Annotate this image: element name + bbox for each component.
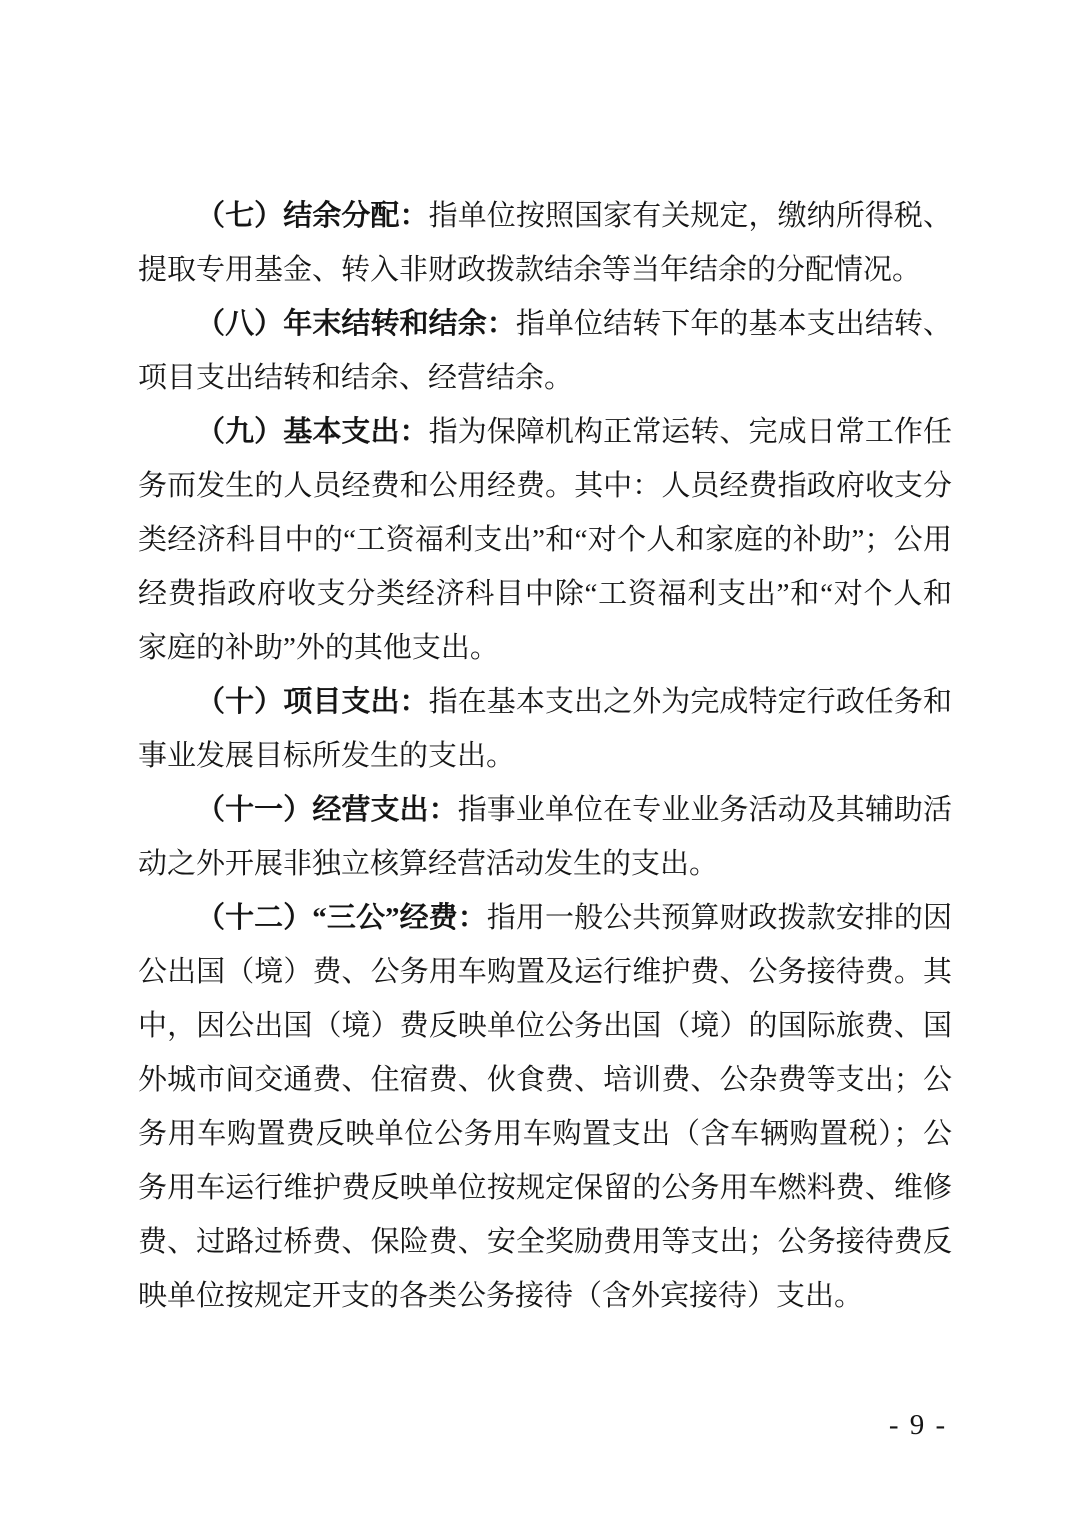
paragraph-item-9 [138, 405, 952, 675]
paragraph-definition: 指事业单位在专业业务活动及其辅助活动之外开展非独立核算经营活动发生的支出。 [138, 794, 952, 880]
paragraph-definition: 指单位结转下年的基本支出结转、项目支出结转和结余、经营结余。 [138, 308, 952, 394]
paragraph-item-8 [138, 297, 952, 405]
paragraph-term: （十二）“三公”经费： [196, 902, 487, 934]
paragraph-term: （七）结余分配： [196, 200, 429, 232]
paragraph-term: （九）基本支出： [196, 416, 429, 448]
document-body [138, 189, 952, 1323]
paragraph-definition: 指在基本支出之外为完成特定行政任务和事业发展目标所发生的支出。 [138, 686, 952, 772]
paragraph-term: （八）年末结转和结余： [196, 308, 516, 340]
paragraph-definition: 指用一般公共预算财政拨款安排的因公出国（境）费、公务用车购置及运行维护费、公务接待费。其中，因公出国（境）费反映单位公务出国（境）的国际旅费、国外城市间交通费、住宿费、伙食费、培训费、公杂费等支出；公务用车购置费反映单位公务用车购置支出（含车辆购置税）；公务用车运行维护费反映单位按规定保留的公务用车燃料费、维修费、过路过桥费、保险费、安全奖励费用等支出；公务接待费反映单位按规定开支的各类公务接待（含外宾接待）支出。 [138, 902, 952, 1312]
paragraph-definition: 指单位按照国家有关规定，缴纳所得税、提取专用基金、转入非财政拨款结余等当年结余的分配情况。 [138, 200, 952, 286]
paragraph-item-10 [138, 675, 952, 783]
paragraph-item-11 [138, 783, 952, 891]
page-number: - 9 - [888, 1409, 948, 1441]
paragraph-item-7 [138, 189, 952, 297]
paragraph-term: （十）项目支出： [196, 686, 429, 718]
paragraph-item-12 [138, 891, 952, 1323]
paragraph-definition: 指为保障机构正常运转、完成日常工作任务而发生的人员经费和公用经费。其中：人员经费指政府收支分类经济科目中的“工资福利支出”和“对个人和家庭的补助”；公用经费指政府收支分类经济科目中除“工资福利支出”和“对个人和家庭的补助”外的其他支出。 [138, 416, 952, 664]
paragraph-term: （十一）经营支出： [196, 794, 458, 826]
